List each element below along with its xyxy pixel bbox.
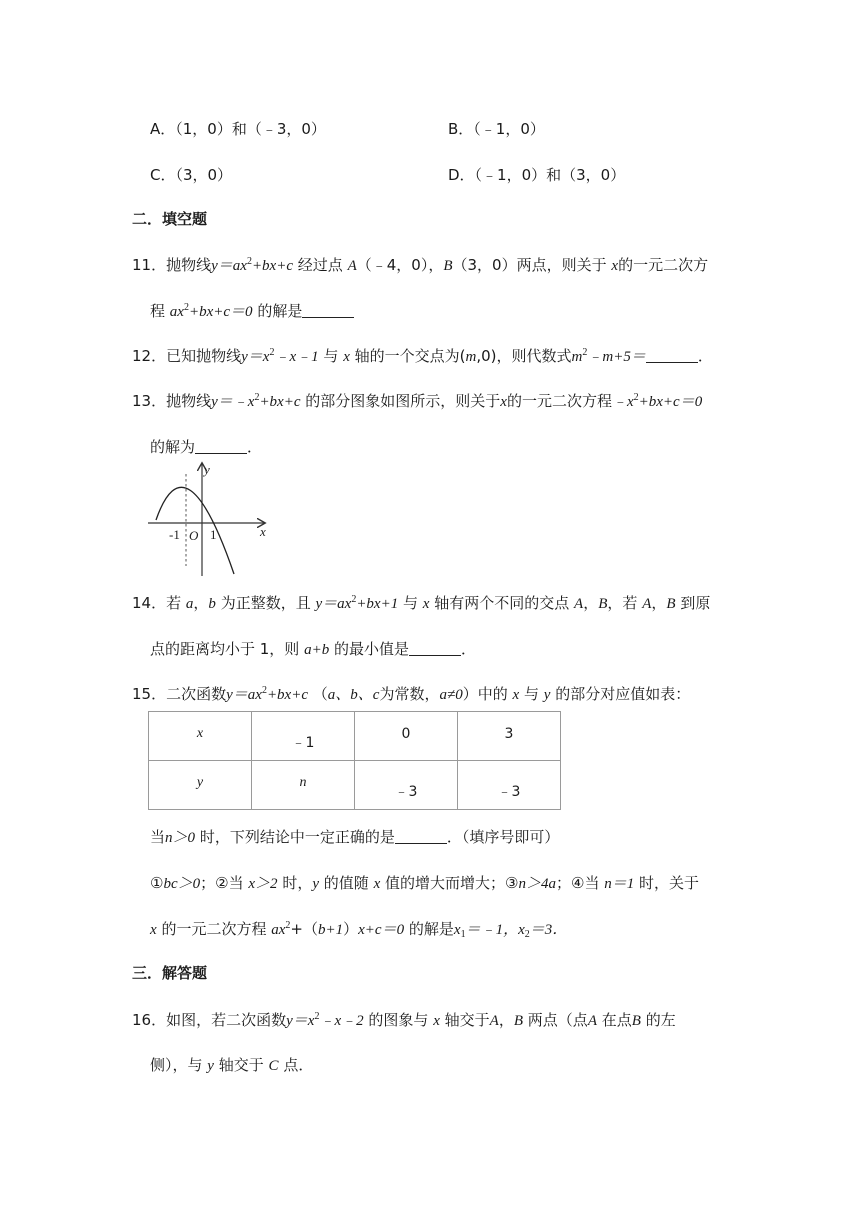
question-13-line-2: 的解为 ． [150,438,263,456]
question-15-line-2: 当n＞0 时，下列结论中一定正确的是 ．（填序号即可） [150,828,560,846]
origin-label: O [189,528,199,543]
question-15-line-4: x 的一元二次方程 $ax^2+(b+1)x+c=0$ 的解是$x_1=﹣1$，$x_2=3$． [150,920,568,940]
question-14-line-2: 点的距离均小于 1，则 a+b 的最小值是 ． [150,640,477,658]
value-table [148,711,561,810]
option-c: C．（3，0） [150,166,233,184]
y-axis-label: y [204,462,210,477]
table-row [149,712,561,761]
question-16-line-1: 16．如图，若二次函数$y=x^2﹣x﹣2$ 的图象与 x 轴交于A，B 两点（点A 在点B 的左 [132,1011,676,1029]
question-15-line-1: 15．二次函数$y=ax^2+bx+c$ （a、b、c为常数，a≠0）中的 x 与 y 的部分对应值如表： [132,685,691,703]
x-axis-label: x [260,524,266,539]
question-14-line-1: 14．若 a，b 为正整数，且 $y=ax^2+bx+1$ 与 x 轴有两个不同的交点 A，B，若 A，B 到原 [132,594,711,612]
option-d: D．（﹣1，0）和（3，0） [448,166,626,184]
table-cell: y [149,761,252,810]
question-11-line-2: 程 $ax^2+bx+c=0$ 的解是 [150,300,354,321]
answer-blank [646,348,698,363]
table-cell: n [252,761,355,810]
section-fill-in-title: 二．填空题 [132,210,208,228]
question-13-line-1: 13．抛物线$y=﹣x^2+bx+c$ 的部分图象如图所示，则关于x的一元二次方程$﹣x^2+bx+c=0$ [132,392,703,410]
question-15-line-3: ①bc＞0；②当 x＞2 时，y 的值随 x 值的增大而增大；③n＞4a；④当 n＝1 时，关于 [150,874,700,892]
table-cell: 3 [458,712,561,761]
option-b: B．（﹣1，0） [448,120,545,138]
question-16-line-2: 侧），与 y 轴交于 C 点． [150,1056,314,1074]
tick-label-1: 1 [210,527,217,542]
question-11-line-1: 11．抛物线$y=ax^2+bx+c$ 经过点 A（﹣4，0），B（3，0）两点，则关于 x的一元二次方 [132,256,709,274]
table-cell: ﹣1 [252,712,355,761]
table-cell: ﹣3 [355,761,458,810]
option-a: A．（1，0）和（﹣3，0） [150,120,326,138]
question-12: 12．已知抛物线$y=x^2﹣x﹣1$ 与 x 轴的一个交点为(m,0)，则代数式$m^2﹣m+5=$ ． [132,347,713,365]
table-cell: ﹣3 [458,761,561,810]
answer-blank [195,439,247,454]
table-cell: x [149,712,252,761]
section-answer-title: 三．解答题 [132,964,208,982]
table-row [149,761,561,810]
table-cell: 0 [355,712,458,761]
answer-blank [395,829,447,844]
answer-blank [302,303,354,318]
answer-blank [409,641,461,656]
parabola-graph [146,460,270,578]
tick-label-neg1: -1 [169,527,180,542]
